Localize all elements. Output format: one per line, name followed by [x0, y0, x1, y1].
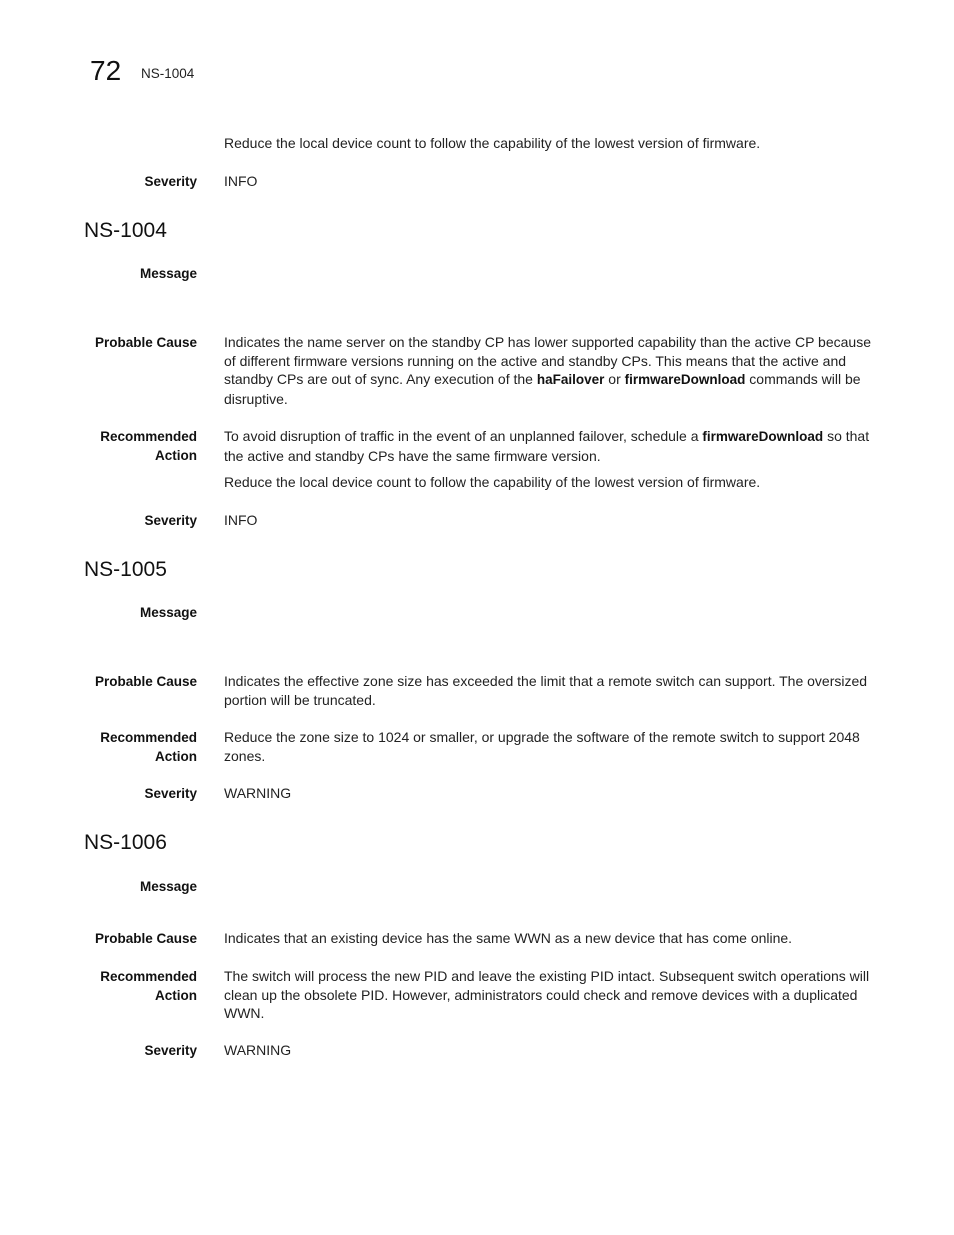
ns1006-message-label: Message — [139, 879, 197, 894]
ns1004-heading: NS-1004 — [84, 219, 167, 242]
ns1004-action-text: To avoid disruption of traffic in the event of an unplanned failover, schedule a firmwareDownload so that the active and standby CPs have the same firmware version. — [224, 428, 870, 464]
ns1006-heading: NS-1006 — [84, 831, 167, 854]
ns1005-action-label: Recommended Action — [100, 730, 197, 764]
ns1004-cmd-hafailover: haFailover — [536, 372, 605, 388]
prev-action-text: Reduce the local device count to follow the capability of the lowest version of firmware. — [224, 135, 761, 151]
ns1005-action-text: Reduce the zone size to 1024 or smaller, or upgrade the software of the remote switch to support 2048 zones. — [224, 729, 860, 764]
ns1004-cause-text: Indicates the name server on the standby CP has lower supported capability than the active CP because of different firmware versions running on the active and standby CPs. This means that the active and standby CPs are out of sync. Any execution of the haFailover or firmwareDownload commands will be disruptive. — [224, 334, 871, 408]
ns1004-action-label: Recommended Action — [100, 429, 197, 463]
ns1006-action-label: Recommended Action — [100, 969, 197, 1003]
ns1006-cause-label: Probable Cause — [94, 931, 197, 946]
ns1006-cause-text: Indicates that an existing device has the same WWN as a new device that has come online. — [224, 930, 793, 946]
ns1004-severity-label: Severity — [144, 513, 197, 528]
ns1004-action-text-2: Reduce the local device count to follow the capability of the lowest version of firmware. — [224, 474, 761, 490]
ns1004-cause-label: Probable Cause — [94, 335, 197, 350]
chapter-number: 72 — [90, 55, 122, 86]
prev-severity-label: Severity — [144, 174, 197, 189]
ns1005-cause-label: Probable Cause — [94, 674, 197, 689]
ns1005-severity-value: WARNING — [224, 785, 292, 801]
ns1006-severity-label: Severity — [144, 1043, 197, 1058]
prev-severity-value: INFO — [224, 173, 258, 189]
ns1005-severity-label: Severity — [144, 786, 197, 801]
ns1005-message-label: Message — [139, 605, 197, 620]
ns1005-cause-text: Indicates the effective zone size has exceeded the limit that a remote switch can support. The oversized portion will be truncated. — [224, 673, 868, 708]
ns1004-message-label: Message — [139, 266, 197, 281]
ns1004-cmd-firmwaredownload: firmwareDownload — [624, 372, 746, 388]
ns1006-severity-value: WARNING — [224, 1042, 292, 1058]
running-title: NS-1004 — [141, 66, 195, 81]
ns1004-severity-value: INFO — [224, 512, 258, 528]
ns1004-action-cmd-firmwaredownload: firmwareDownload — [702, 429, 824, 444]
ns1006-action-text: The switch will process the new PID and leave the existing PID intact. Subsequent switch operations will clean up the obsolete PID. However, administrators could check and remove devices with a duplicated WWN. — [224, 968, 870, 1022]
ns1005-heading: NS-1005 — [84, 558, 167, 581]
